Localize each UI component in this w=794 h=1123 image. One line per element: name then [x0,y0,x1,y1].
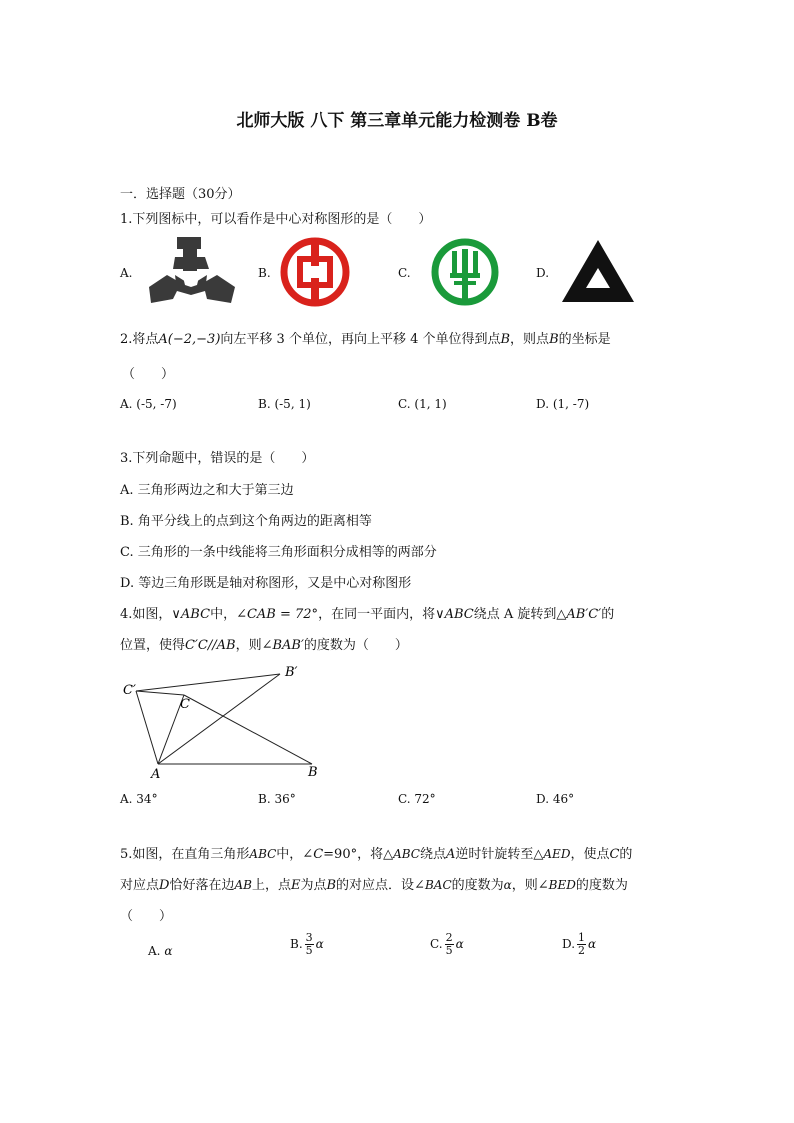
q1-option-d-label: D. [536,266,550,280]
label-b-prime: B′ [285,665,298,680]
q5-line1: 5.如图，在直角三角形ABC中，∠C=90°，将△ABC绕点A逆时针旋转至△AED，使点C的 [120,847,633,862]
q4-figure [118,660,333,782]
q3-stem: 3.下列命题中，错误的是（ ） [120,451,315,466]
q5-paren: （ ） [120,909,173,924]
q1-stem: 1.下列图标中，可以看作是中心对称图形的是（ ） [120,212,432,227]
q2-paren: （ ） [122,367,175,382]
q2-option-c: C. (1, 1) [398,397,447,411]
label-a: A [151,767,161,782]
q1-option-a-label: A. [120,266,133,280]
agricultural-bank-logo [428,237,502,307]
q4-option-a: A. 34° [120,792,158,806]
q2-option-d: D. (1, -7) [536,397,590,411]
q5-option-a: A. α [148,944,173,958]
q4-line1: 4.如图，∨ABC中，∠CAB = 72°，在同一平面内，将∨ABC绕点 A 旋转到△AB′C′的 [120,607,615,622]
q3-option-d: D. 等边三角形既是轴对称图形，又是中心对称图形 [120,576,412,591]
q2-stem: 2.将点A(−2,−3)向左平移 3 个单位，再向上平移 4 个单位得到点B，则点B的坐标是 [120,332,611,347]
q5-option-b: B. $\frac{3}{5}$ α [290,931,324,957]
q4-option-d: D. 46° [536,792,575,806]
label-c-prime: C′ [123,683,136,698]
q5-line2: 对应点D恰好落在边AB上，点E为点B的对应点．设∠BAC的度数为α，则∠BED的度数为 [120,878,628,893]
label-c: C [180,697,190,712]
section-heading: 一．选择题（30分） [120,187,241,202]
q1-option-c-label: C. [398,266,411,280]
q1-option-b-label: B. [258,266,271,280]
page-title: 北师大版 八下 第三章单元能力检测卷 B卷 [236,111,558,131]
label-b: B [308,765,318,780]
q3-option-c: C. 三角形的一条中线能将三角形面积分成相等的两部分 [120,545,437,560]
q5-option-c: C. $\frac{2}{5}$ α [430,931,464,957]
q4-option-b: B. 36° [258,792,296,806]
q3-option-a: A. 三角形两边之和大于第三边 [120,483,294,498]
q5-option-d: D. $\frac{1}{2}$ α [562,931,597,957]
q4-line2: 位置，使得C′C//AB，则∠BAB′的度数为（ ） [120,638,408,653]
q2-option-b: B. (-5, 1) [258,397,311,411]
q4-option-c: C. 72° [398,792,436,806]
bank-of-china-logo [278,237,352,307]
q2-option-a: A. (-5, -7) [120,397,177,411]
point-a: A(−2,−3) [158,332,221,347]
triangle-logo [560,238,636,306]
recycle-icon [145,235,237,307]
q3-option-b: B. 角平分线上的点到这个角两边的距离相等 [120,514,372,529]
